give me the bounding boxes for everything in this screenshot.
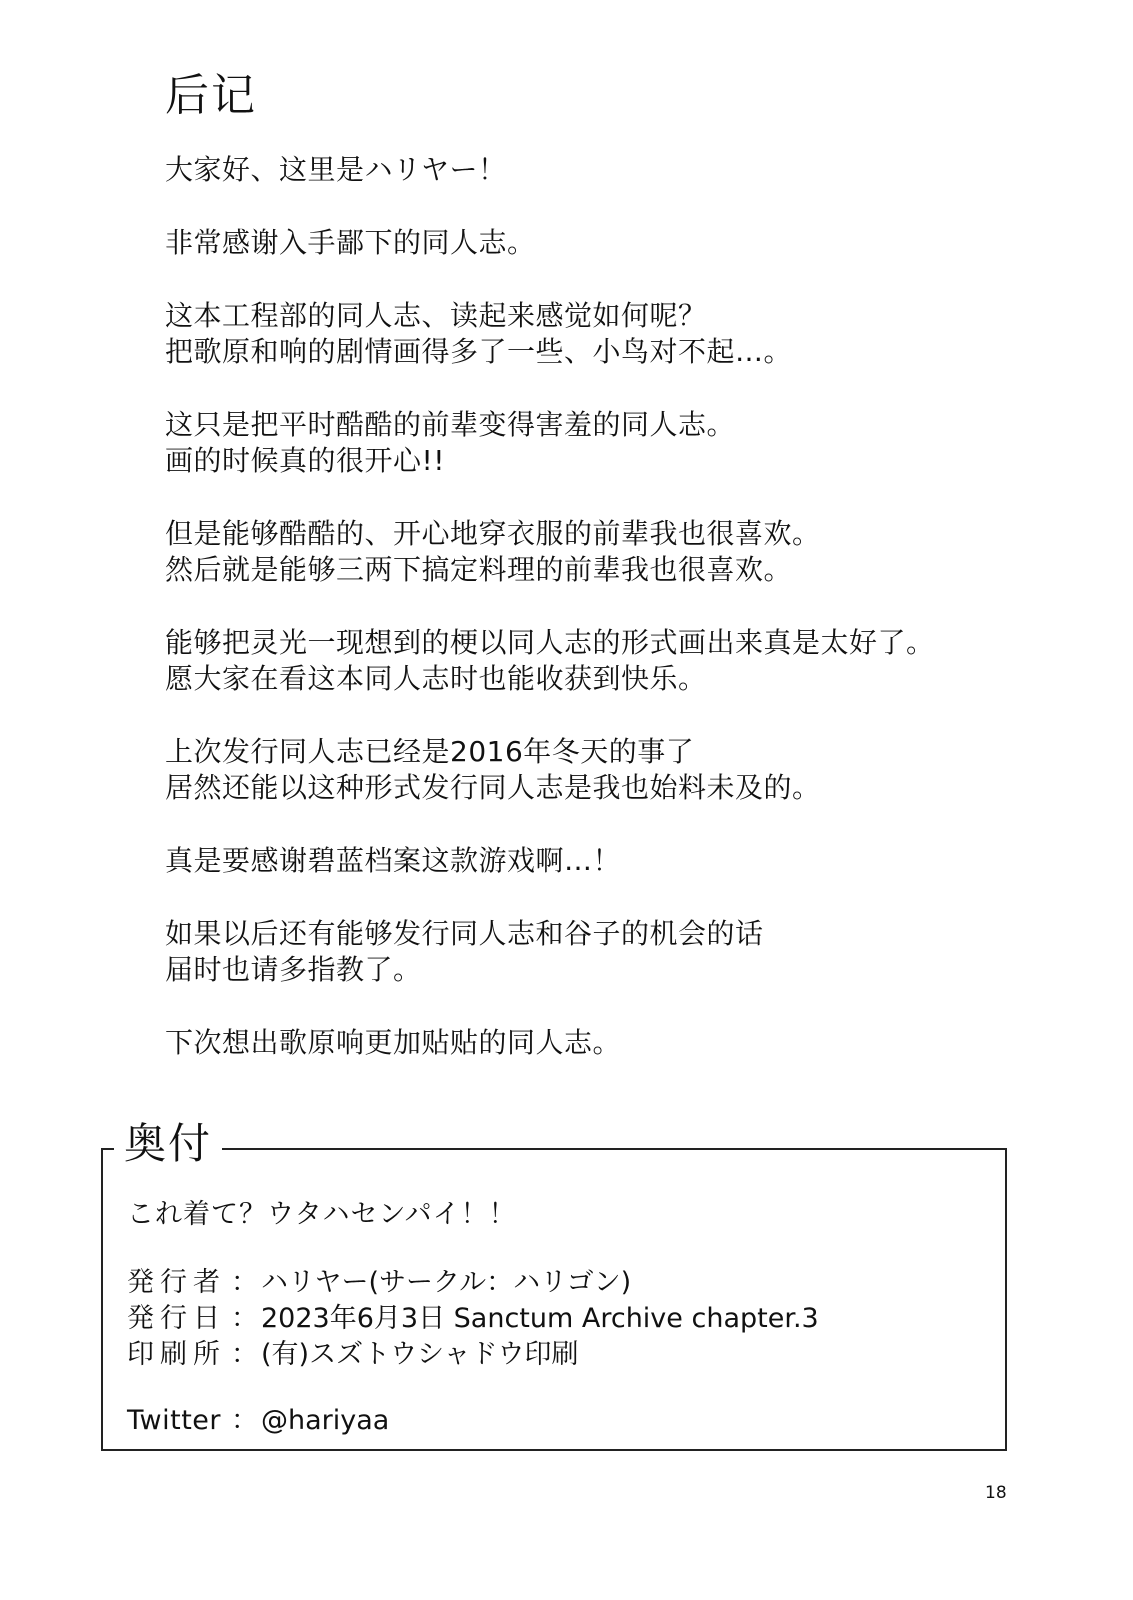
colophon-heading: 奥付 [114, 1116, 222, 1172]
afterword-line: 如果以后还有能够发行同人志和谷子的机会的话 [165, 917, 764, 950]
colophon-row-value: 2023年6月3日 Sanctum Archive chapter.3 [261, 1303, 819, 1334]
afterword-paragraph [165, 152, 1065, 188]
afterword-line: 非常感谢入手鄙下的同人志。 [165, 226, 536, 259]
colophon-row-value: (有)スズトウシャドウ印刷 [261, 1339, 579, 1370]
twitter-label: Twitter [127, 1405, 221, 1436]
afterword-paragraph [165, 407, 1065, 479]
afterword-line: 下次想出歌原响更加贴贴的同人志。 [165, 1026, 622, 1059]
colophon-row-separator: ： [231, 1303, 258, 1334]
colophon-row-separator: ： [231, 1267, 258, 1298]
afterword-paragraph [165, 1025, 1065, 1061]
afterword-paragraph [165, 625, 1065, 697]
colophon-row-separator: ： [231, 1405, 258, 1436]
afterword-line: 大家好、这里是ハリヤー！ [165, 153, 507, 186]
afterword-line: 但是能够酷酷的、开心地穿衣服的前辈我也很喜欢。 [165, 517, 821, 550]
afterword-line: 真是要感谢碧蓝档案这款游戏啊…！ [165, 844, 622, 877]
colophon-row-separator: ： [231, 1339, 258, 1370]
afterword-line: 把歌原和响的剧情画得多了一些、小鸟对不起…。 [165, 335, 793, 368]
afterword-line: 愿大家在看这本同人志时也能收获到快乐。 [165, 662, 707, 695]
afterword-line: 这本工程部的同人志、读起来感觉如何呢？ [165, 299, 707, 332]
book-title: これ着て？ウタハセンパイ！！ [127, 1199, 517, 1230]
afterword-line: 然后就是能够三两下搞定料理的前辈我也很喜欢。 [165, 553, 793, 586]
colophon-row-label: 発行日 [127, 1303, 226, 1334]
colophon-row-publisher [127, 1265, 987, 1301]
afterword-line: 能够把灵光一现想到的梗以同人志的形式画出来真是太好了。 [165, 626, 935, 659]
afterword-paragraph [165, 734, 1065, 806]
afterword-paragraph [165, 916, 1065, 988]
afterword-paragraph [165, 516, 1065, 588]
afterword-line: 画的时候真的很开心!! [165, 444, 445, 477]
afterword-paragraph [165, 843, 1065, 879]
colophon-row-printer [127, 1337, 987, 1373]
colophon-row-value: ハリヤー(サークル：ハリゴン) [261, 1267, 632, 1298]
afterword-line: 上次发行同人志已经是2016年冬天的事了 [165, 735, 695, 768]
afterword-body [165, 152, 1065, 1098]
colophon-row-label: 発行者 [127, 1267, 226, 1298]
colophon-row-label: 印刷所 [127, 1339, 226, 1370]
afterword-line: 届时也请多指教了。 [165, 953, 422, 986]
afterword-line: 居然还能以这种形式发行同人志是我也始料未及的。 [165, 771, 821, 804]
afterword-paragraph [165, 298, 1065, 370]
afterword-paragraph [165, 225, 1065, 261]
afterword-line: 这只是把平时酷酷的前辈变得害羞的同人志。 [165, 408, 736, 441]
page-number: 18 [985, 1483, 1007, 1503]
colophon-row-publish-date [127, 1301, 987, 1337]
twitter-handle: @hariyaa [261, 1405, 390, 1436]
afterword-heading: 后记 [165, 70, 257, 121]
colophon-content [127, 1197, 987, 1439]
colophon-row-twitter [127, 1403, 987, 1439]
